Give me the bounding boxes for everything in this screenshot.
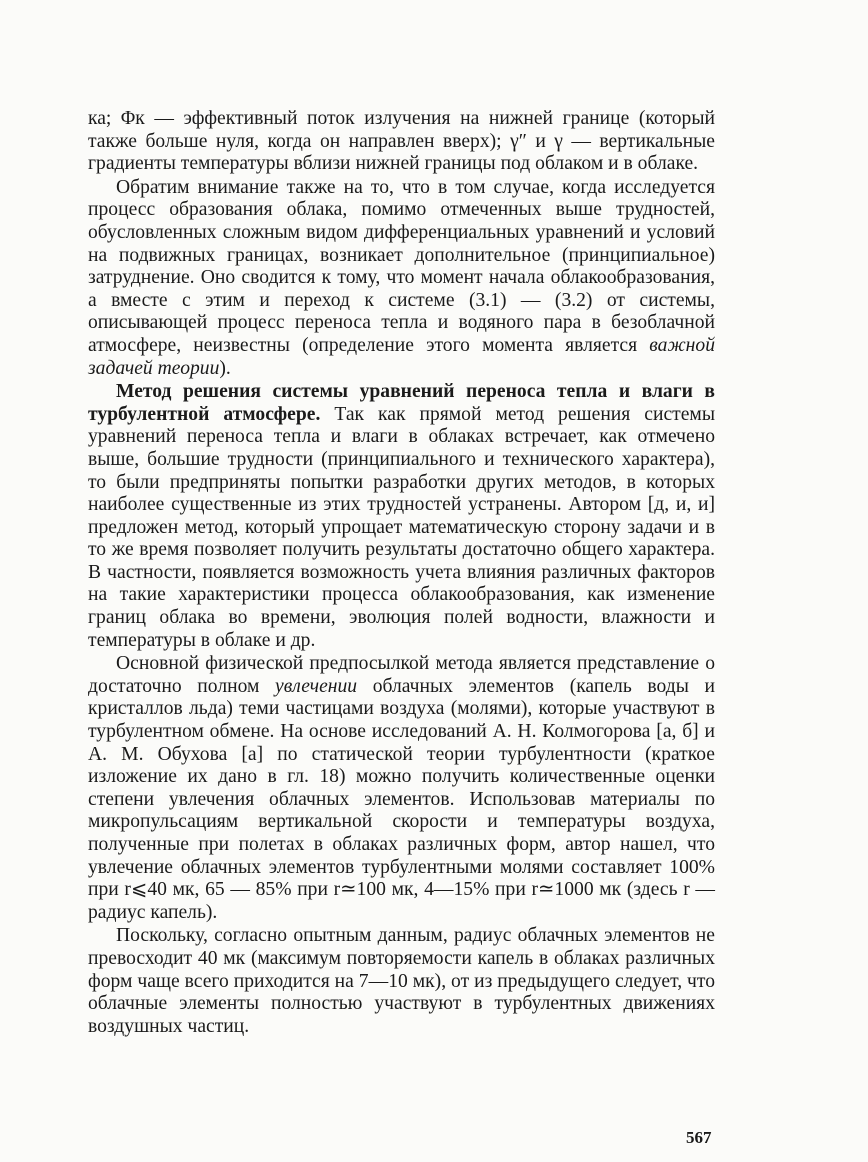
italic-term: увлечении bbox=[275, 675, 358, 697]
section-run-in-heading: Метод решения системы уравнений переноса тепла и влаги в турбулентной атмосфере. bbox=[88, 381, 715, 425]
paragraph-method bbox=[88, 381, 715, 652]
paragraph-text: Обратим внимание также на то, что в том случае, когда исследуется процесс образования облака, помимо отмеченных выше трудностей, обусловленных сложным видом дифференциальных уравнений и условий на подвижных границах, возникает дополнительное (принципиальное) затруднение. Оно сводится к тому, что момент начала облакообразования, а вместе с этим и переход к системе (3.1) — (3.2) от системы, описывающей процесс переноса тепла и водяного пара в безоблачной атмосфере, неизвестны (определение этого момента является bbox=[88, 176, 715, 356]
page-number: 567 bbox=[686, 1128, 712, 1147]
paragraph-conclusion: Поскольку, согласно опытным данным, радиус облачных элементов не превосходит 40 мк (максимум повторяемости капель в облаках различных форм чаще всего приходится на 7—10 мк), от из предыдущего следует, что облачные элементы полностью участвуют в турбулентных движениях воздушных частиц. bbox=[88, 925, 715, 1037]
paragraph-text: Так как прямой метод решения системы уравнений переноса тепла и влаги в облаках встречает, как отмечено выше, большие трудности (принципиального и технического характера), то были предприняты попытки разработки других методов, в которых наиболее существенные из этих трудностей устранены. Автором [д, и, и] предложен метод, который упрощает математическую сторону задачи и в то же время позволяет получить результаты достаточно общего характера. В частности, появляется возможность учета влияния различных факторов на такие характеристики процесса облакообразования, как изменение границ облака во времени, эволюция полей водности, влажности и температуры в облаке и др. bbox=[88, 403, 715, 651]
paragraph-text-end: ). bbox=[219, 357, 231, 379]
paragraph-text-end: облачных элементов (капель воды и кристаллов льда) теми частицами воздуха (молями), которые участвуют в турбулентном обмене. На основе исследований А. Н. Колмогорова [а, б] и А. М. Обухова [а] по статической теории турбулентности (краткое изложение их дано в гл. 18) можно получить количественные оценки степени увлечения облачных элементов. Использовав материалы по микропульсациям вертикальной скорости и температуры воздуха, полученные при полетах в облаках различных форм, автор нашел, что увлечение облачных элементов турбулентными молями составляет 100% при r⩽40 мк, 65 — 85% при r≃100 мк, 4—15% при r≃1000 мк (здесь r — радиус капель). bbox=[88, 675, 715, 923]
italic-phrase: важной задачей теории bbox=[88, 334, 715, 379]
paragraph-physical-premise bbox=[88, 653, 715, 924]
paragraph-text: Основной физической предпосылкой метода является представление о достаточно полном bbox=[88, 653, 715, 697]
page-text bbox=[88, 108, 715, 1038]
paragraph-cloud-formation bbox=[88, 177, 715, 380]
paragraph-continuation: ка; Φк — эффективный поток излучения на нижней границе (который также больше нуля, когда он направлен вверх); γ″ и γ — вертикальные градиенты температуры вблизи нижней границы под облаком и в облаке. bbox=[88, 108, 715, 175]
